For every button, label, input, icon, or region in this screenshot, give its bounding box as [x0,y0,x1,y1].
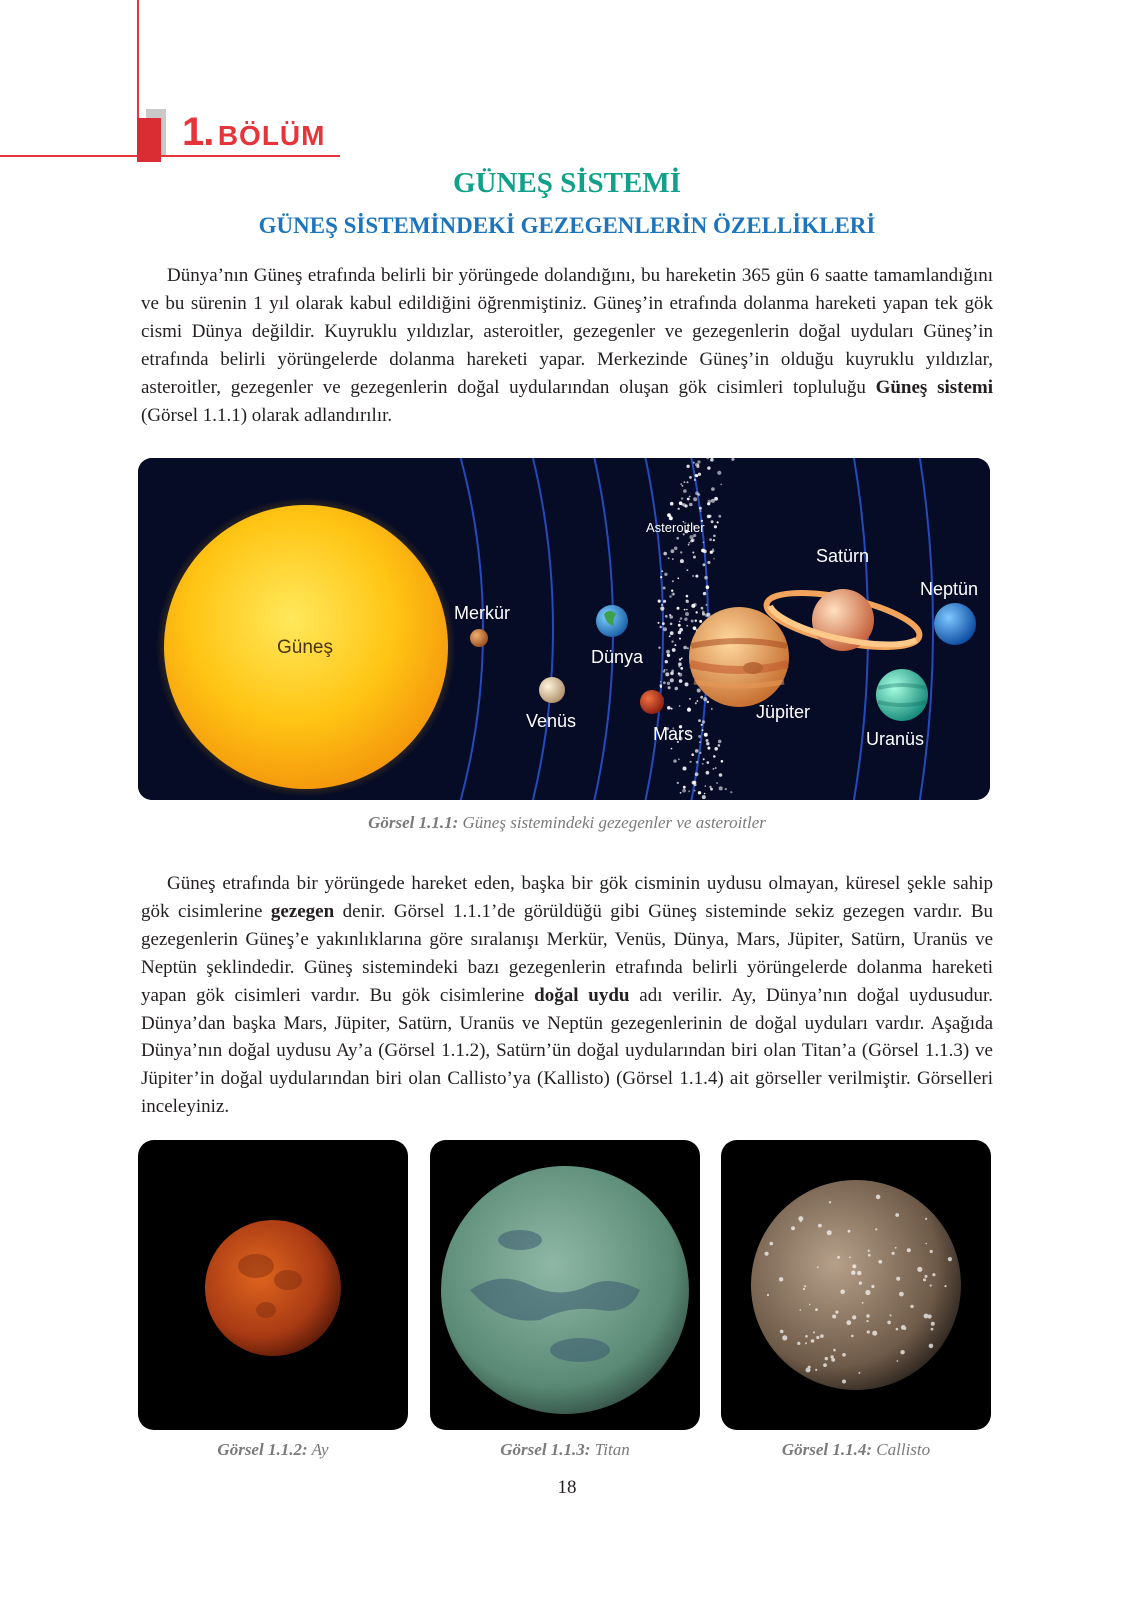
label-sun: Güneş [277,637,333,658]
label-mercury: Merkür [454,603,511,623]
chapter-tab [137,118,161,162]
venus [539,677,565,703]
intro-paragraph: Dünya’nın Güneş etrafında belirli bir yörüngede dolandığını, bu hareketin 365 gün 6 saatte tamamlandığını ve bu sürenin 1 yıl olarak kabul edildiğini öğrenmiştiniz. Güneş’in etrafında dolanma hareketi yapan tek gök cismi Dünya değildir. Kuyruklu yıldızlar, asteroitler, gezegenler ve gezegenlerin doğal uyduları Güneş’in etrafında belirli yörüngelerde dolanma hareketi yapar. Merkezinde Güneş’in olduğu kuyruklu yıldızlar, asteroitler, gezegenler ve gezegenlerin doğal uydularından oluşan gök cisimleri topluluğu Güneş sistemi (Görsel 1.1.1) olarak adlandırılır. [141,265,993,426]
planets-paragraph: Güneş etrafında bir yörüngede hareket eden, başka bir gök cisminin uydusu olmayan, küresel şekle sahip gök cisimlerine gezegen denir. Görsel 1.1.1’de görüldüğü gibi Güneş sisteminde sekiz gezegen vardır. Bu gezegenlerin Güneş’e yakınlıklarına göre sıralanışı Merkür, Venüs, Dünya, Mars, Jüpiter, Satürn, Uranüs ve Neptün şeklindedir. Güneş sistemindeki bazı gezegenlerin etrafında belirli yörüngelerde dolanma hareketi yapan gök cisimleri vardır. Bu gök cisimlerine doğal uydu adı verilir. Ay, Dünya’nın doğal uydusudur. Dünya’dan başka Mars, Jüpiter, Satürn, Uranüs ve Neptün gezegenlerinin de doğal uyduları vardır. Aşağıda Dünya’nın doğal uydusu Ay’a (Görsel 1.1.2), Satürn’ün doğal uydularından biri olan Titan’a (Görsel 1.1.3) ve Jüpiter’in doğal uydularından biri olan Callisto’ya (Kallisto) (Görsel 1.1.4) ait görseller verilmiştir. Görselleri inceleyiniz. [141,873,993,1118]
moon-image-titan [430,1140,700,1430]
uranus [876,669,928,721]
label-earth: Dünya [591,647,644,667]
label-asteroids: Asteroitler [646,520,705,535]
mars [640,690,664,714]
page-number: 18 [557,1477,577,1498]
label-saturn: Satürn [816,546,870,566]
label-jupiter: Jüpiter [756,702,811,722]
chapter-word: BÖLÜM [217,120,326,151]
page-title: GÜNEŞ SİSTEMİ [452,167,682,199]
neptune [934,603,976,645]
solar-system-figure [138,458,990,800]
caption-titan: Görsel 1.1.3: Titan [500,1440,630,1459]
caption-ay: Görsel 1.1.2: Ay [217,1440,329,1459]
label-uranus: Uranüs [866,729,925,749]
jupiter [689,607,789,707]
chapter-heading [182,110,325,155]
label-venus: Venüs [526,711,577,731]
label-mars: Mars [653,724,693,744]
moon-image-ay [138,1140,408,1430]
chapter-number: 1. [182,110,214,154]
solar-system-illustration [138,458,990,800]
label-neptune: Neptün [920,579,979,599]
mercury [470,629,488,647]
section-subtitle: GÜNEŞ SİSTEMİNDEKİ GEZEGENLERİN ÖZELLİKLERİ [258,213,876,238]
caption-callisto: Görsel 1.1.4: Callisto [781,1440,931,1459]
header-horizontal-line [0,155,340,157]
figure-caption: Görsel 1.1.1: Güneş sistemindeki gezegenler ve asteroitler [368,813,766,832]
moon-image-callisto [721,1140,991,1430]
